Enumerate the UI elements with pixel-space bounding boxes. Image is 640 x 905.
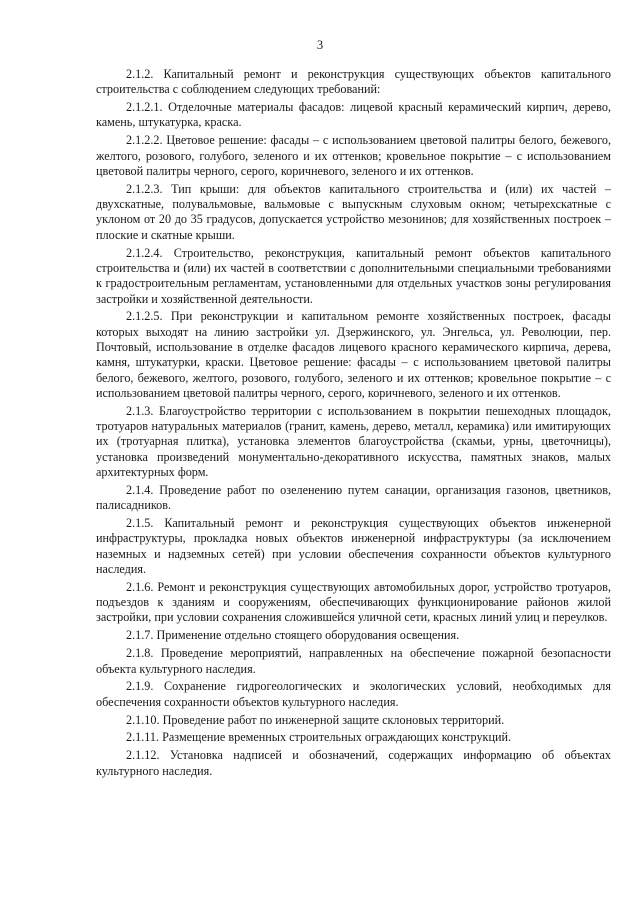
paragraph-2-1-2-2: 2.1.2.2. Цветовое решение: фасады – с использованием цветовой палитры белого, бежевого, желтого, розового, голубого, зеленого и их оттенков; кровельное покрытие – с использованием цветовой палитры черного, серого, коричневого, зеленого и их оттенков. [96,133,611,178]
paragraph-2-1-9: 2.1.9. Сохранение гидрогеологических и экологических условий, необходимых для обеспечения сохранности объектов культурного наследия. [96,679,611,709]
paragraph-2-1-2-4: 2.1.2.4. Строительство, реконструкция, капитальный ремонт объектов капитального строительства и (или) их частей в соответствии с дополнительными специальными требованиями к градостроительным регламентам, установленными для отдельных участков зоны регулирования застройки и хозяйственной деятельности. [96,245,611,306]
paragraph-2-1-7: 2.1.7. Применение отдельно стоящего оборудования освещения. [126,628,460,643]
paragraph-2-1-10: 2.1.10. Проведение работ по инженерной защите склоновых территорий. [126,712,505,727]
paragraph-2-1-11: 2.1.11. Размещение временных строительных ограждающих конструкций. [126,730,512,745]
page-number: 3 [316,38,324,52]
paragraph-2-1-3: 2.1.3. Благоустройство территории с использованием в покрытии пешеходных площадок, тротуаров натуральных материалов (гранит, камень, дерево, металл, керамика) или имитирующих их (тротуарная плитка), установка элементов благоустройства (скамьи, урны, цветочницы), установка произведений монументально-декоративного искусства, памятных знаков, малых архитектурных форм. [96,403,611,479]
paragraph-2-1-12: 2.1.12. Установка надписей и обозначений, содержащих информацию об объектах культурного наследия. [96,748,611,778]
paragraph-2-1-2: 2.1.2. Капитальный ремонт и реконструкция существующих объектов капитального строительства с соблюдением следующих требований: [96,67,611,97]
paragraph-2-1-2-3: 2.1.2.3. Тип крыши: для объектов капитального строительства и (или) их частей – двухскатные, полувальмовые, вальмовые с выпускным слуховым окном; четырехскатные с уклоном от 20 до 35 градусов, допускается устройство мезонинов; для хозяйственных построек – плоские и скатные крыши. [96,181,611,242]
paragraph-2-1-8: 2.1.8. Проведение мероприятий, направленных на обеспечение пожарной безопасности объекта культурного наследия. [96,646,611,676]
paragraph-2-1-2-5: 2.1.2.5. При реконструкции и капитальном ремонте хозяйственных построек, фасады которых выходят на линию застройки ул. Дзержинского, ул. Энгельса, ул. Революции, пер. Почтовый, использование в отделке фасадов лицевого красного керамического кирпича, дерева, камня, штукатурки, краски. Цветовое решение: фасады – с использованием цветовой палитры белого, бежевого, желтого, розового, голубого, зеленого и их оттенков; кровельное покрытие – с использованием цветовой палитры черного, серого, коричневого, зеленого и их оттенков. [96,309,611,400]
document-body [96,67,611,779]
paragraph-2-1-5: 2.1.5. Капитальный ремонт и реконструкция существующих объектов инженерной инфраструктуры, прокладка новых объектов инженерной инфраструктуры (за исключением наземных и надземных сетей) при условии обеспечения сохранности объектов культурного наследия. [96,516,611,576]
paragraph-2-1-2-1: 2.1.2.1. Отделочные материалы фасадов: лицевой красный керамический кирпич, дерево, камень, штукатурка, краска. [96,100,611,130]
paragraph-2-1-6: 2.1.6. Ремонт и реконструкция существующих автомобильных дорог, устройство тротуаров, подъездов к зданиям и сооружениям, обеспечивающих функционирование районов жилой застройки, при условии сохранения сложившейся уличной сети, красных линий улиц и переулков. [96,579,611,625]
paragraph-2-1-4: 2.1.4. Проведение работ по озеленению путем санации, организация газонов, цветников, палисадников. [96,482,611,513]
